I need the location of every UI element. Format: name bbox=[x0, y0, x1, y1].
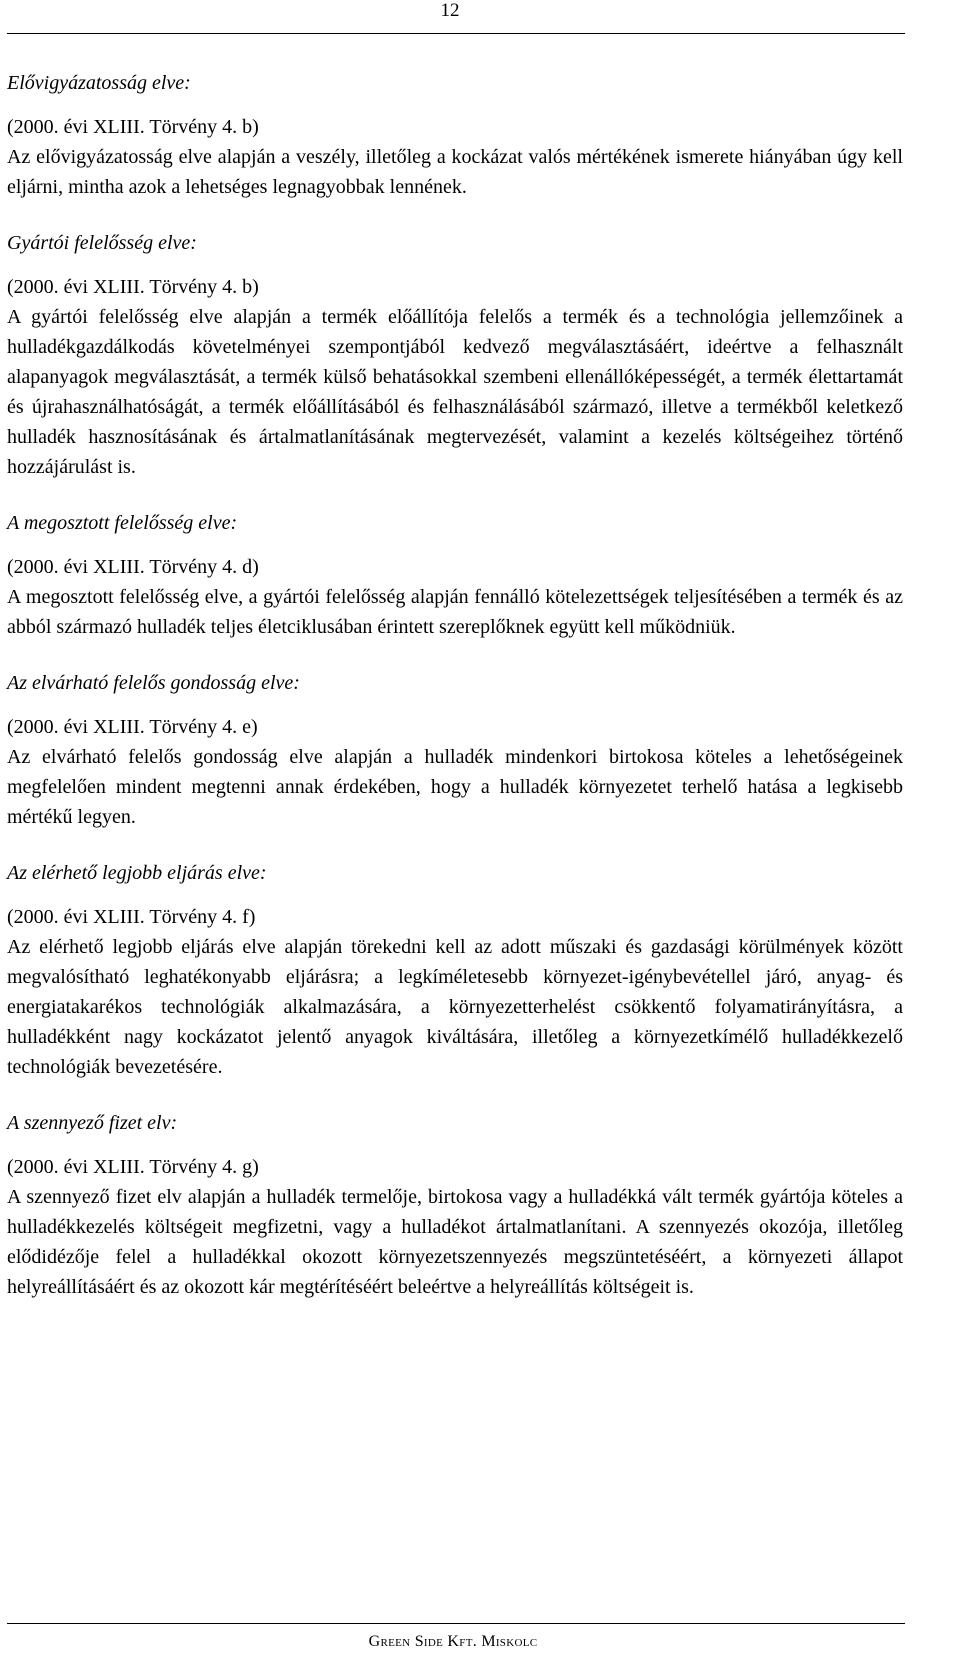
footer-rule bbox=[7, 1623, 905, 1624]
law-reference: (2000. évi XLIII. Törvény 4. b) bbox=[7, 116, 259, 138]
section-text: A megosztott felelősség elve, a gyártói felelősség alapján fennálló kötelezettségek teljesítésében a termék és az abból származó hulladék teljes életciklusában érintett szereplőknek együtt kell működniük. bbox=[7, 586, 903, 638]
law-reference: (2000. évi XLIII. Törvény 4. b) bbox=[7, 276, 259, 298]
section-producer-responsibility bbox=[7, 228, 903, 482]
section-title: Elővigyázatosság elve: bbox=[7, 72, 191, 94]
section-text: Az elővigyázatosság elve alapján a veszély, illetőleg a kockázat valós mértékének ismerete hiányában úgy kell eljárni, mintha azok a lehetséges legnagyobbak lennének. bbox=[7, 146, 903, 198]
section-polluter-pays bbox=[7, 1108, 903, 1302]
law-reference: (2000. évi XLIII. Törvény 4. e) bbox=[7, 716, 258, 738]
section-title: A szennyező fizet elv: bbox=[7, 1112, 178, 1134]
section-shared-responsibility bbox=[7, 508, 903, 642]
section-precaution bbox=[7, 68, 903, 202]
section-text: A szennyező fizet elv alapján a hulladék termelője, birtokosa vagy a hulladékká vált termék gyártója köteles a hulladékkezelés költségeit megfizetni, vagy a hulladékot ártalmatlanítani. A szennyezés okozója, illetőleg elődidézője felel a hulladékkal okozott környezetszennyezés megszüntetéséért, a környezeti állapot helyreállításáért és az okozott kár megtérítéséért beleértve a helyreállítás költségeit is. bbox=[7, 1186, 903, 1298]
section-title: Az elvárható felelős gondosság elve: bbox=[7, 672, 300, 694]
document-body bbox=[7, 68, 903, 1328]
section-title: A megosztott felelősség elve: bbox=[7, 512, 238, 534]
law-reference: (2000. évi XLIII. Törvény 4. g) bbox=[7, 1156, 259, 1178]
section-text: Az elérhető legjobb eljárás elve alapján törekedni kell az adott műszaki és gazdasági körülmények között megvalósítható leghatékonyabb eljárásra; a legkíméletesebb környezet-igénybevétellel járó, anyag- és energiatakarékos technológiák alkalmazására, a környezetterhelést csökkentő folyamatirányításra, a hulladékként nagy kockázatot jelentő anyagok kiváltására, illetőleg a környezetkímélő hulladékkezelő technológiák bevezetésére. bbox=[7, 936, 903, 1078]
page-number: 12 bbox=[440, 0, 460, 21]
header-rule bbox=[7, 33, 905, 34]
footer-company: Green Side Kft. Miskolc bbox=[368, 1633, 538, 1650]
section-title: Az elérhető legjobb eljárás elve: bbox=[7, 862, 267, 884]
section-best-available-technique bbox=[7, 858, 903, 1082]
law-reference: (2000. évi XLIII. Törvény 4. f) bbox=[7, 906, 256, 928]
section-text: Az elvárható felelős gondosság elve alapján a hulladék mindenkori birtokosa köteles a lehetőségeinek megfelelően mindent megtenni annak érdekében, hogy a hulladék környezetet terhelő hatása a legkisebb mértékű legyen. bbox=[7, 746, 903, 828]
law-reference: (2000. évi XLIII. Törvény 4. d) bbox=[7, 556, 259, 578]
section-title: Gyártói felelősség elve: bbox=[7, 232, 197, 254]
section-text: A gyártói felelősség elve alapján a termék előállítója felelős a termék és a technológia jellemzőinek a hulladékgazdálkodás követelményei szempontjából kedvező megválasztásáért, ideértve a felhasznált alapanyagok megválasztását, a termék külső behatásokkal szembeni ellenállóképességét, a termék élettartamát és újrahasználhatóságát, a termék előállításából és felhasználásából származó, illetve a termékből keletkező hulladék hasznosításának és ártalmatlanításának megtervezését, valamint a kezelés költségeihez történő hozzájárulást is. bbox=[7, 306, 903, 478]
section-due-diligence bbox=[7, 668, 903, 832]
